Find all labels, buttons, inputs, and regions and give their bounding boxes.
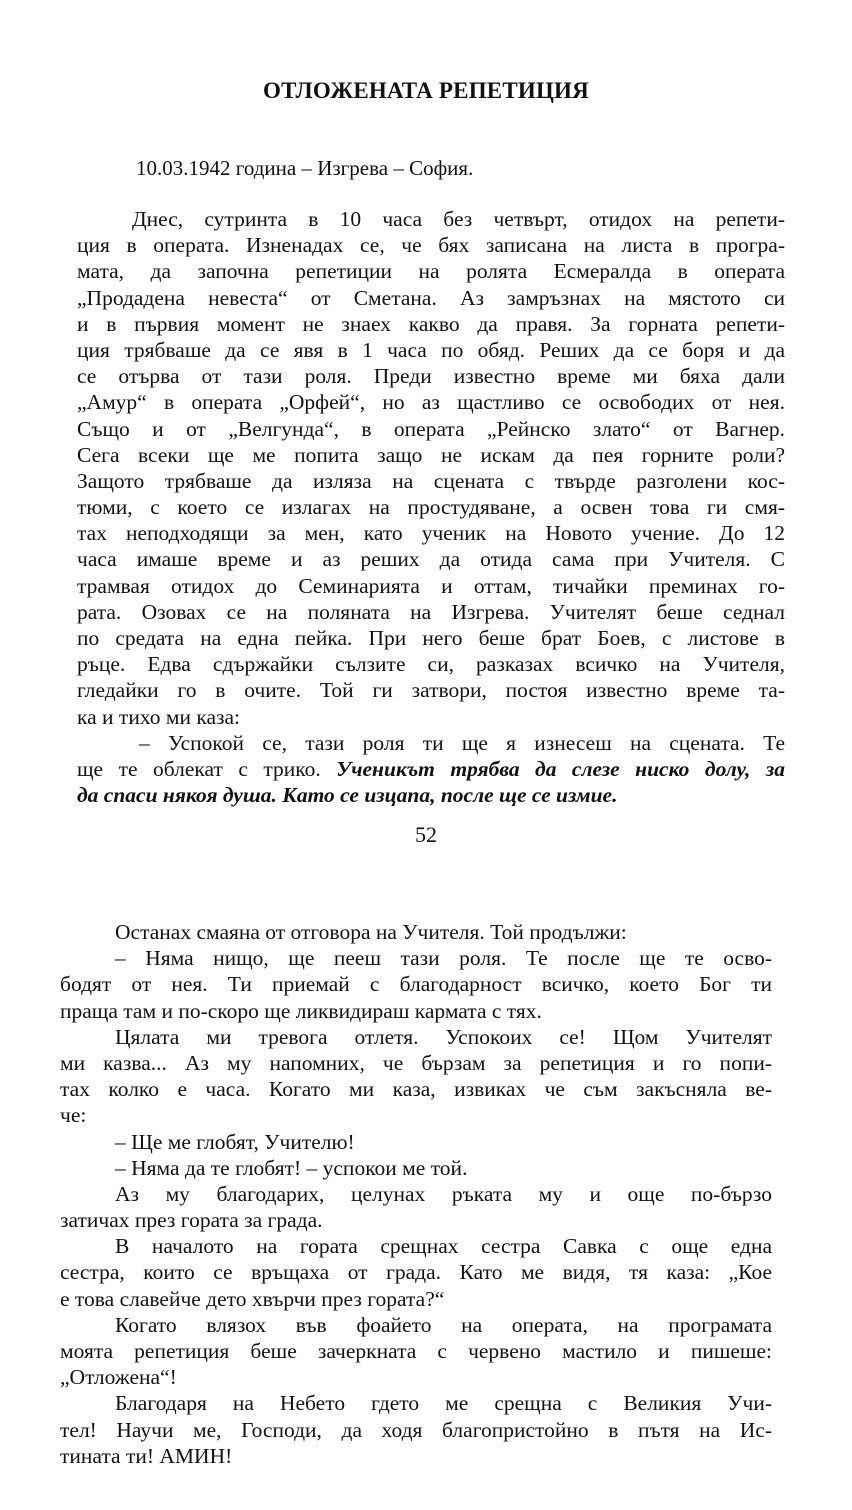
text-line-content: Благодаря на Небето гдето ме срещна с Великия Учи- <box>115 1391 772 1416</box>
text-line-content: – Няма да те глобят! – успокои ме той. <box>115 1155 468 1180</box>
text-line-content: тел! Научи ме, Господи, да ходя благопристойно в пътя на Ис- <box>60 1417 772 1442</box>
body-text-bottom <box>60 919 772 1469</box>
text-line-content: ръце. Едва сдържайки сълзите си, разказах всичко на Учителя, <box>77 652 785 677</box>
text-line-content: „Продадена невеста“ от Сметана. Аз замръзнах на мястото си <box>77 285 785 310</box>
text-line-content: бодят от нея. Ти приемай с благодарност всичко, което Бог ти <box>60 972 772 997</box>
text-line <box>77 285 785 311</box>
text-line <box>77 494 785 520</box>
text-line <box>77 704 785 730</box>
text-line <box>60 971 772 997</box>
text-line <box>60 998 772 1024</box>
text-line-content: рата. Озовах се на поляната на Изгрева. Учителят беше седнал <box>77 599 785 624</box>
text-line-content: затичах през гората за града. <box>60 1208 323 1233</box>
page-number: 52 <box>415 822 437 847</box>
text-line-content: моята репетиция беше зачеркната с червено мастило и пишеше: <box>60 1339 772 1363</box>
text-line-content: трамвая отидох до Семинарията и оттам, тичайки преминах го- <box>77 573 785 598</box>
text-line-content: и в първия момент не знаех какво да правя. За горната репети- <box>77 311 785 336</box>
text-line-content: сестра, които се връщаха от града. Като ме видя, тя каза: „Кое <box>60 1260 772 1285</box>
text-line-content: тината ти! АМИН! <box>60 1443 233 1468</box>
text-line <box>60 1286 772 1312</box>
text-line-content: „Амур“ в операта „Орфей“, но аз щастливо се освободих от нея. <box>77 390 785 415</box>
emphasized-text: да спаси някоя душа. Като се изцапа, после ще се измие. <box>77 783 618 808</box>
text-line-content: се отърва от тази роля. Преди известно време ми бяха дали <box>77 364 785 389</box>
text-line <box>77 258 785 284</box>
text-line <box>77 677 785 703</box>
text-line <box>60 1364 772 1390</box>
text-line-content: Сега всеки ще ме попита защо не искам да пея горните роли? <box>77 442 785 467</box>
text-line-content: Също и от „Велгунда“, в операта „Рейнско злато“ от Вагнер. <box>77 416 785 441</box>
text-line-content: гледайки го в очите. Той ги затвори, постоя известно време та- <box>77 678 785 703</box>
text-line <box>77 442 785 468</box>
text-line-content: е това славейче дето хвърчи през гората?“ <box>60 1286 445 1311</box>
text-line <box>77 730 785 756</box>
text-line-content: ция в операта. Изненадах се, че бях записана на листа в програ- <box>77 233 785 258</box>
text-line <box>77 232 785 258</box>
text-line <box>77 468 785 494</box>
text-line <box>77 311 785 337</box>
text-line <box>60 945 772 971</box>
text-line-content: тах колко е часа. Когато ми каза, извиках че съм закъсняла ве- <box>60 1077 772 1102</box>
chapter-title: ОТЛОЖЕНАТА РЕПЕТИЦИЯ <box>263 78 589 103</box>
text-line-content: праща там и по-скоро ще ликвидираш кармата с тях. <box>60 998 542 1023</box>
text-line <box>77 651 785 677</box>
text-line-content: Цялата ми тревога отлетя. Успокоих се! Щом Учителят <box>115 1024 772 1049</box>
text-line <box>60 1338 772 1364</box>
text-line <box>60 1207 772 1233</box>
text-line-content: Останах смаяна от отговора на Учителя. Той продължи: <box>115 920 627 944</box>
text-line-content: В началото на гората срещнах сестра Савка с още една <box>115 1234 772 1259</box>
text-line <box>60 1102 772 1128</box>
text-line <box>77 573 785 599</box>
text-line <box>77 782 785 808</box>
text-line-content: – Няма нищо, ще пееш тази роля. Те после ще те осво- <box>115 946 772 971</box>
text-line-content: ми казва... Аз му напомних, че бързам за репетиция и го попи- <box>60 1050 772 1075</box>
text-line <box>60 1312 772 1338</box>
text-line-content: „Отложена“! <box>60 1365 177 1390</box>
text-line <box>60 1050 772 1076</box>
text-line <box>60 1233 772 1259</box>
body-text-top <box>77 206 785 808</box>
text-line-content: Аз му благодарих, целунах ръката му и още по-бързо <box>115 1181 772 1206</box>
text-line-content: по средата на една пейка. При него беше брат Боев, с листове в <box>77 626 785 650</box>
page-bottom <box>0 870 852 1510</box>
text-line <box>77 625 785 651</box>
text-line-content: ка и тихо ми каза: <box>77 704 241 729</box>
text-line <box>60 1417 772 1443</box>
text-line-content: че: <box>60 1103 87 1128</box>
emphasized-text: Ученикът трябва да слезе ниско долу, за <box>336 756 785 781</box>
text-line <box>77 546 785 572</box>
text-line <box>60 1259 772 1285</box>
text-line <box>60 1024 772 1050</box>
text-line-content: Защото трябваше да изляза на сцената с твърде разголени кос- <box>77 468 785 493</box>
text-line <box>77 389 785 415</box>
text-line-content: – Успокой се, тази роля ти ще я изнесеш на сцената. Те <box>139 730 785 755</box>
text-line <box>60 1390 772 1416</box>
text-line <box>77 337 785 363</box>
text-line-content: мата, да започна репетиции на ролята Есмералда в операта <box>77 259 785 284</box>
text-line <box>77 363 785 389</box>
text-line-content: Когато влязох във фоайето на операта, на програмата <box>115 1312 772 1337</box>
text-line <box>77 520 785 546</box>
text-line-content: – Ще ме глобят, Учителю! <box>115 1129 355 1154</box>
dateline: 10.03.1942 година – Изгрева – София. <box>136 156 474 180</box>
text-line-content: тах неподходящи за мен, като ученик на Новото учение. До 12 <box>77 521 785 546</box>
text-line <box>77 416 785 442</box>
text-line <box>60 1129 772 1155</box>
text-line-content: тюми, с което се излагах на простудяване, а освен това ги смя- <box>77 495 785 520</box>
text-line <box>60 1076 772 1102</box>
text-line <box>60 1155 772 1181</box>
text-line <box>77 756 785 782</box>
text-line <box>60 1443 772 1469</box>
text-line-content: ция трябваше да се явя в 1 часа по обяд. Реших да се боря и да <box>77 337 785 362</box>
text-line-content: часа имаше време и аз реших да отида сама при Учителя. С <box>77 547 785 572</box>
text-line <box>77 599 785 625</box>
text-line <box>60 919 772 945</box>
text-line <box>60 1181 772 1207</box>
text-line-content: Днес, сутринта в 10 часа без четвърт, отидох на репети- <box>132 207 785 231</box>
text-line-content: ще те облекат с трико. <box>77 756 337 781</box>
text-line <box>77 206 785 232</box>
